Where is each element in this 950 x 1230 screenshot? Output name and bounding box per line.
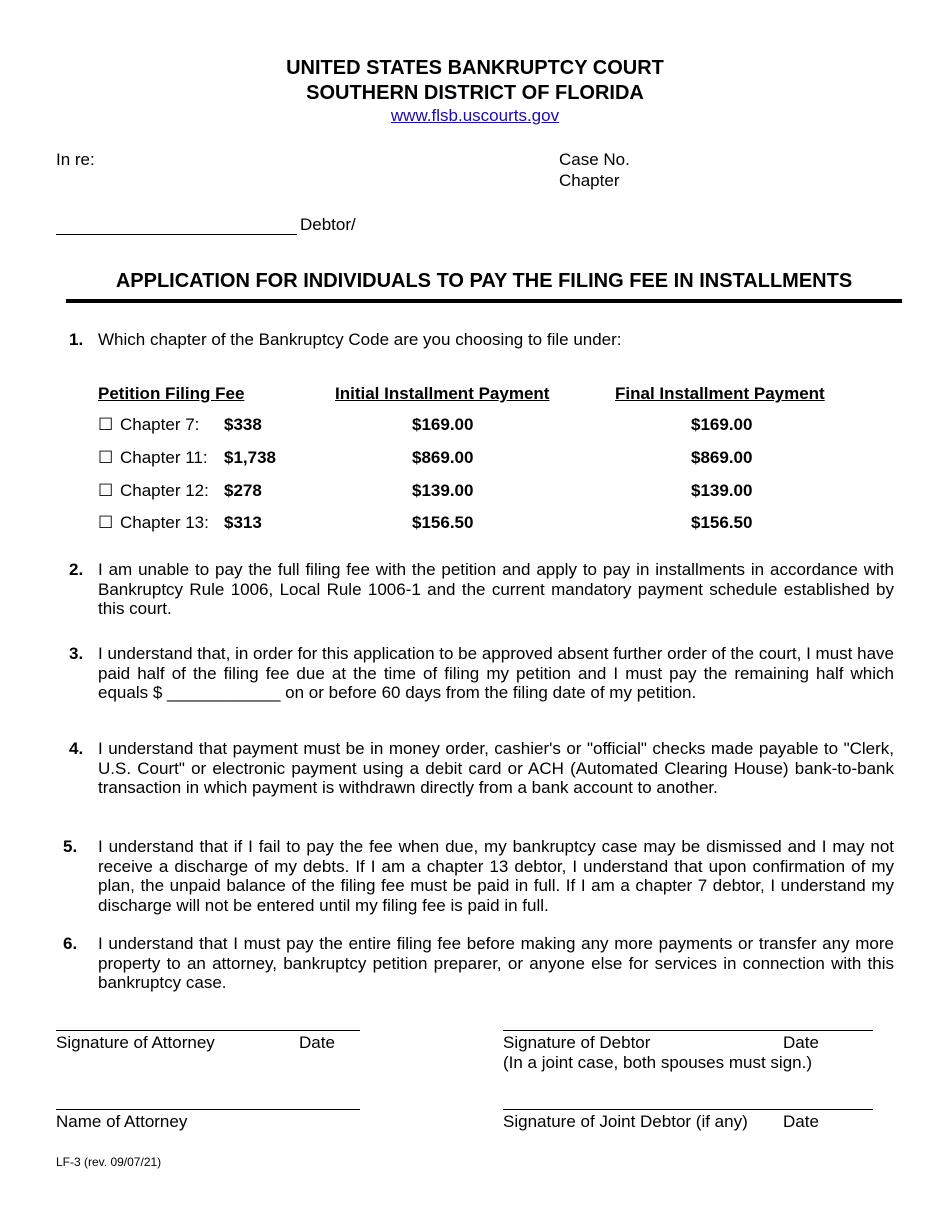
item-text: I am unable to pay the full filing fee with the petition and apply to pay in installments in accordance with Bankruptcy Rule 1006, Local Rule 1006-1 and the current mandatory payment schedule established by this court.	[98, 560, 894, 618]
joint-debtor-signature-label: Signature of Joint Debtor (if any)	[503, 1112, 748, 1131]
debtor-signature-label: Signature of Debtor	[503, 1033, 651, 1052]
checkbox-chapter-7[interactable]: ☐	[98, 415, 114, 434]
filing-fee-amount: $1,738	[224, 448, 276, 467]
item-number: 6.	[63, 934, 78, 953]
joint-case-note: (In a joint case, both spouses must sign.)	[503, 1053, 812, 1072]
debtor-name-line[interactable]	[56, 234, 297, 235]
form-title: APPLICATION FOR INDIVIDUALS TO PAY THE FILING FEE IN INSTALLMENTS	[66, 270, 902, 303]
final-installment-amount: $156.50	[691, 513, 753, 532]
item-text: I understand that payment must be in money order, cashier's or "official" checks made payable to "Clerk, U.S. Court" or electronic payment using a debit card or ACH (Automated Clearing House) bank-to-bank transaction in which payment is withdrawn directly from a bank account to another.	[98, 739, 894, 797]
item-number: 1.	[69, 330, 84, 349]
checkbox-chapter-11[interactable]: ☐	[98, 448, 114, 467]
initial-installment-amount: $169.00	[412, 415, 474, 434]
item-text: I understand that if I fail to pay the fee when due, my bankruptcy case may be dismissed and I may not receive a discharge of my debts. If I am a chapter 13 debtor, I understand that upon confirmation of my plan, the unpaid balance of the filing fee must be paid in full. If I am a chapter 7 debtor, I understand my discharge will not be entered until my filing fee is paid in full.	[98, 837, 894, 915]
checkbox-chapter-12[interactable]: ☐	[98, 481, 114, 500]
filing-fee-amount: $338	[224, 415, 262, 434]
item-number: 3.	[69, 644, 84, 663]
chapter-label: Chapter 11:	[120, 448, 208, 467]
district-name: SOUTHERN DISTRICT OF FLORIDA	[306, 82, 644, 104]
form-revision-label: LF-3 (rev. 09/07/21)	[56, 1155, 162, 1169]
final-installment-amount: $139.00	[691, 481, 753, 500]
debtor-signature-line[interactable]	[503, 1030, 873, 1031]
date-label: Date	[783, 1112, 819, 1131]
debtor-label: Debtor/	[300, 215, 356, 234]
final-installment-amount: $869.00	[691, 448, 753, 467]
date-label: Date	[299, 1033, 335, 1052]
checkbox-chapter-13[interactable]: ☐	[98, 513, 114, 532]
attorney-signature-line[interactable]	[56, 1030, 360, 1031]
in-re-label: In re:	[56, 150, 95, 169]
item-number: 2.	[69, 560, 84, 579]
court-name: UNITED STATES BANKRUPTCY COURT	[286, 57, 664, 79]
joint-debtor-signature-line[interactable]	[503, 1109, 873, 1110]
item-text: I understand that I must pay the entire filing fee before making any more payments or transfer any more property to an attorney, bankruptcy petition preparer, or anyone else for services in connection with this bankruptcy case.	[98, 934, 894, 992]
attorney-name-line[interactable]	[56, 1109, 360, 1110]
item-number: 5.	[63, 837, 78, 856]
court-website-link[interactable]: www.flsb.uscourts.gov	[390, 106, 560, 125]
column-header-initial: Initial Installment Payment	[335, 384, 550, 403]
filing-fee-amount: $313	[224, 513, 262, 532]
item-text: Which chapter of the Bankruptcy Code are you choosing to file under:	[98, 330, 622, 349]
attorney-name-label: Name of Attorney	[56, 1112, 188, 1131]
attorney-signature-label: Signature of Attorney	[56, 1033, 215, 1052]
chapter-label: Chapter	[559, 171, 620, 190]
initial-installment-amount: $156.50	[412, 513, 474, 532]
item-number: 4.	[69, 739, 84, 758]
initial-installment-amount: $869.00	[412, 448, 474, 467]
initial-installment-amount: $139.00	[412, 481, 474, 500]
column-header-filing-fee: Petition Filing Fee	[98, 384, 245, 403]
chapter-label: Chapter 13:	[120, 513, 209, 532]
chapter-label: Chapter 12:	[120, 481, 209, 500]
column-header-final: Final Installment Payment	[615, 384, 825, 403]
case-no-label: Case No.	[559, 150, 630, 169]
chapter-label: Chapter 7:	[120, 415, 200, 434]
filing-fee-amount: $278	[224, 481, 262, 500]
final-installment-amount: $169.00	[691, 415, 753, 434]
date-label: Date	[783, 1033, 819, 1052]
item-text: I understand that, in order for this application to be approved absent further order of the court, I must have paid half of the filing fee due at the time of filing my petition and I must pay the remaining half which equals $ ____________ on or before 60 days from the filing date of my petition.	[98, 644, 894, 702]
